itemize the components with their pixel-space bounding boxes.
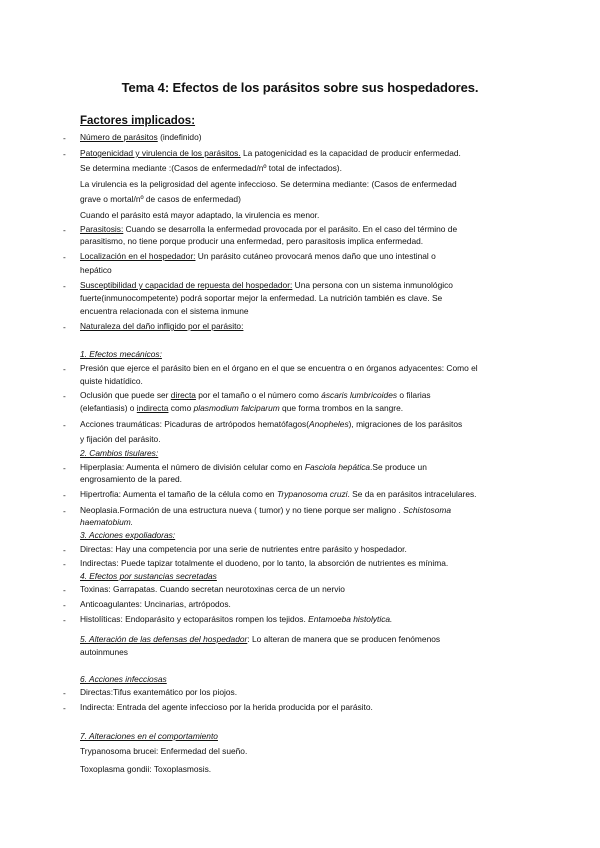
bullet-dash: - [63, 281, 66, 291]
s2-item-hypertrophy: Hipertrofia: Aumenta el tamaño de la célula como en Trypanosoma cruzi. Se da en parásitos intracelulares. [80, 489, 477, 499]
bullet-dash: - [63, 149, 66, 159]
factor-2-line: Cuando el parásito está mayor adaptado, la virulencia es menor. [80, 210, 320, 220]
section-heading: Factores implicados: [80, 115, 196, 127]
factor-6: Naturaleza del daño infligido por el parásito: [80, 321, 244, 331]
s3-item-direct: Directas: Hay una competencia por una serie de nutrientes entre parásito y hospedador. [80, 544, 407, 554]
factor-2: Patogenicidad y virulencia de los parásitos. La patogenicidad es la capacidad de producir enfermedad. [80, 148, 461, 158]
s4-item-histolytic: Histolíticas: Endoparásito y ectoparásitos rompen los tejidos. Entamoeba histolytica. [80, 614, 393, 624]
factor-2-line: Se determina mediante :(Casos de enfermedad/nº total de infectados). [80, 163, 342, 173]
bullet-dash: - [63, 490, 66, 500]
s7-item-gondii: Toxoplasma gondii: Toxoplasmosis. [80, 764, 212, 774]
s7-item-brucei: Trypanosoma brucei: Enfermedad del sueño. [80, 746, 248, 756]
s1-item-trauma: Acciones traumáticas: Picaduras de artrópodos hematófagos(Anopheles), migraciones de los parásitos [80, 419, 463, 429]
bullet-dash: - [63, 585, 66, 595]
s1-item-pressure: Presión que ejerce el parásito bien en el órgano en el que se encuentra o en órganos adyacentes: Como el [80, 363, 478, 373]
s1-item-occlusion-line: (elefantiasis) o indirecta como plasmodium falciparum que forma trombos en la sangre. [80, 403, 404, 413]
bullet-dash: - [63, 615, 66, 625]
bullet-dash: - [63, 364, 66, 374]
s1-item-trauma-line: y fijación del parásito. [80, 434, 161, 444]
bullet-dash: - [63, 420, 66, 430]
subsection-heading-7: 7. Alteraciones en el comportamiento [80, 731, 218, 741]
factor-3: Parasitosis: Cuando se desarrolla la enfermedad provocada por el parásito. En el caso del término de [80, 224, 458, 234]
s2-item-neoplasia: Neoplasia.Formación de una estructura nueva ( tumor) y no tiene porque ser maligno . Schistosoma [80, 505, 452, 515]
bullet-dash: - [63, 688, 66, 698]
s2-item-neoplasia-line: haematobium. [80, 517, 134, 527]
bullet-dash: - [63, 600, 66, 610]
s4-item-toxins: Toxinas: Garrapatas. Cuando secretan neurotoxinas cerca de un nervio [80, 584, 345, 594]
bullet-dash: - [63, 559, 66, 569]
factor-5: Susceptibilidad y capacidad de repuesta del hospedador: Una persona con un sistema inmunológico [80, 280, 453, 290]
factor-5-line: fuerte(inmunocompetente) podrá soportar mejor la enfermedad. La nutrición también es clave. Se [80, 293, 443, 303]
subsection-heading-5: 5. Alteración de las defensas del hospedador: Lo alteran de manera que se producen fenómenos [80, 634, 441, 644]
s2-item-hyperplasia-line: engrosamiento de la pared. [80, 474, 182, 484]
bullet-dash: - [63, 322, 66, 332]
bullet-dash: - [63, 506, 66, 516]
bullet-dash: - [63, 463, 66, 473]
s4-item-anticoagulants: Anticoagulantes: Uncinarias, artrópodos. [80, 599, 231, 609]
bullet-dash: - [63, 133, 66, 143]
s6-item-direct: Directas:Tifus exantemático por los piojos. [80, 687, 238, 697]
page-title: Tema 4: Efectos de los parásitos sobre sus hospedadores. [121, 80, 479, 95]
subsection-heading-6: 6. Acciones infecciosas [80, 674, 167, 684]
bullet-dash: - [63, 252, 66, 262]
s2-item-hyperplasia: Hiperplasia: Aumenta el número de división celular como en Fasciola hepática.Se produce un [80, 462, 427, 472]
s5-line: autoinmunes [80, 647, 128, 657]
s3-item-indirect: Indirectas: Puede tapizar totalmente el duodeno, por lo tanto, la absorción de nutrientes es mínima. [80, 558, 449, 568]
bullet-dash: - [63, 225, 66, 235]
bullet-dash: - [63, 703, 66, 713]
s1-item-pressure-line: quiste hidatídico. [80, 376, 143, 386]
factor-1: Número de parásitos (indefinido) [80, 132, 202, 142]
subsection-heading-1: 1. Efectos mecánicos: [80, 349, 162, 359]
factor-5-line: encuentra relacionada con el sistema inmune [80, 306, 249, 316]
bullet-dash: - [63, 545, 66, 555]
bullet-dash: - [63, 391, 66, 401]
subsection-heading-3: 3. Acciones expoliadoras: [80, 530, 176, 540]
factor-2-line: La virulencia es la peligrosidad del agente infeccioso. Se determina mediante: (Casos de enfermedad [80, 179, 457, 189]
s6-item-indirect: Indirecta: Entrada del agente infeccioso por la herida producida por el parásito. [80, 702, 373, 712]
factor-2-line: grave o mortal/nº de casos de enfermedad) [80, 194, 241, 204]
factor-4-line: hepático [80, 265, 112, 275]
factor-3-line: parasitismo, no tiene porque producir una enfermedad, pero parasitosis implica enfermedad. [80, 236, 424, 246]
subsection-heading-2: 2. Cambios tisulares: [80, 448, 159, 458]
s1-item-occlusion: Oclusión que puede ser directa por el tamaño o el número como áscaris lumbricoides o filarias [80, 390, 431, 400]
factor-4: Localización en el hospedador: Un parásito cutáneo provocará menos daño que uno intestinal o [80, 251, 436, 261]
subsection-heading-4: 4. Efectos por sustancias secretadas [80, 571, 217, 581]
